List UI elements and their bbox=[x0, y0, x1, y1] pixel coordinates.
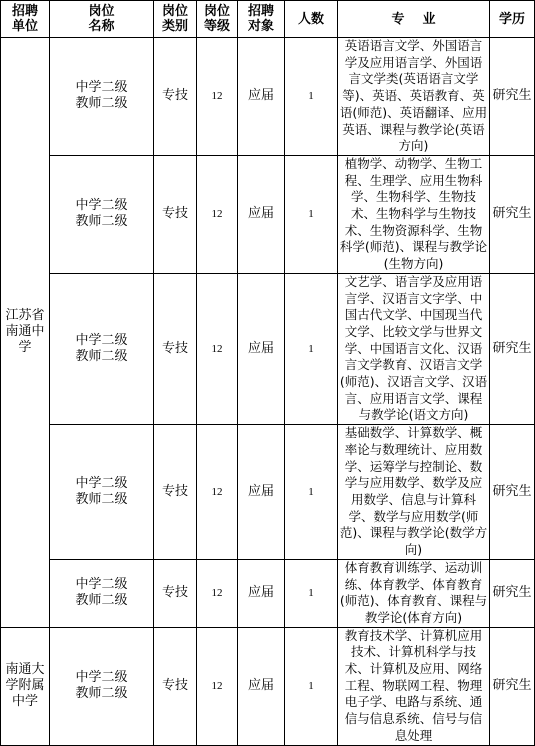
header-degree: 学历 bbox=[490, 1, 535, 38]
position-type-cell: 专技 bbox=[154, 273, 197, 424]
position-name-cell bbox=[50, 155, 154, 273]
position-name-cell bbox=[50, 38, 154, 156]
header-position-type bbox=[154, 1, 197, 38]
header-unit bbox=[1, 1, 50, 38]
position-line1: 中学二级 bbox=[75, 198, 128, 214]
position-name-cell bbox=[50, 273, 154, 424]
table-row bbox=[1, 155, 535, 273]
major-cell: 基础数学、计算数学、概率论与数理统计、应用数学、运筹学与控制论、数学与应用数学、数学及应用数学、信息与计算科学、数学与应用数学(师范)、课程与教学论(数学方向) bbox=[338, 425, 490, 560]
degree-cell: 研究生 bbox=[490, 38, 535, 156]
degree-cell: 研究生 bbox=[490, 273, 535, 424]
header-row bbox=[1, 1, 535, 38]
header-unit-line2: 单位 bbox=[11, 19, 38, 34]
target-cell: 应届 bbox=[238, 425, 285, 560]
target-cell: 应届 bbox=[238, 559, 285, 627]
position-line2: 教师二级 bbox=[75, 96, 128, 112]
unit-cell: 江苏省南通中学 bbox=[1, 38, 50, 628]
target-cell: 应届 bbox=[238, 627, 285, 745]
count-cell: 1 bbox=[285, 559, 338, 627]
position-level-cell: 12 bbox=[197, 559, 238, 627]
unit-cell: 南通大学附属中学 bbox=[1, 627, 50, 745]
count-cell: 1 bbox=[285, 273, 338, 424]
position-line2: 教师二级 bbox=[75, 491, 128, 507]
header-position-level-line2: 等级 bbox=[203, 19, 230, 34]
position-level-cell: 12 bbox=[197, 425, 238, 560]
header-count: 人数 bbox=[285, 1, 338, 38]
header-unit-line1: 招聘 bbox=[11, 4, 38, 19]
major-cell: 英语语言文学、外国语言学及应用语言学、外国语言文学类(英语语言文学等)、英语、英语教育、英语(师范)、英语翻译、应用英语、课程与教学论(英语方向) bbox=[338, 38, 490, 156]
header-position-level bbox=[197, 1, 238, 38]
target-cell: 应届 bbox=[238, 273, 285, 424]
position-line1: 中学二级 bbox=[75, 80, 128, 96]
count-cell: 1 bbox=[285, 627, 338, 745]
table-row bbox=[1, 627, 535, 745]
header-target-line1: 招聘 bbox=[247, 4, 274, 19]
position-line2: 教师二级 bbox=[75, 593, 128, 609]
count-cell: 1 bbox=[285, 425, 338, 560]
position-line1: 中学二级 bbox=[75, 475, 128, 491]
position-name-cell bbox=[50, 425, 154, 560]
count-cell: 1 bbox=[285, 38, 338, 156]
position-level-cell: 12 bbox=[197, 273, 238, 424]
count-cell: 1 bbox=[285, 155, 338, 273]
major-cell: 文艺学、语言学及应用语言学、汉语言文字学、中国古代文学、中国现当代文学、比较文学与世界文学、中国语言文化、汉语言文学教育、汉语言文学(师范)、汉语言文学、汉语言、应用语言文学、课程与教学论(语文方向) bbox=[338, 273, 490, 424]
degree-cell: 研究生 bbox=[490, 425, 535, 560]
major-cell: 体育教育训练学、运动训练、体育教学、体育教育(师范)、体育教育、课程与教学论(体育方向) bbox=[338, 559, 490, 627]
degree-cell: 研究生 bbox=[490, 155, 535, 273]
table-row bbox=[1, 559, 535, 627]
position-name-cell bbox=[50, 627, 154, 745]
target-cell: 应届 bbox=[238, 38, 285, 156]
degree-cell: 研究生 bbox=[490, 627, 535, 745]
position-line1: 中学二级 bbox=[75, 670, 128, 686]
position-type-cell: 专技 bbox=[154, 627, 197, 745]
table-row bbox=[1, 273, 535, 424]
position-type-cell: 专技 bbox=[154, 38, 197, 156]
table-row bbox=[1, 425, 535, 560]
header-position-type-line1: 岗位 bbox=[161, 4, 188, 19]
position-type-cell: 专技 bbox=[154, 559, 197, 627]
header-position-name-line1: 岗位 bbox=[88, 4, 115, 19]
header-position-name bbox=[50, 1, 154, 38]
position-line2: 教师二级 bbox=[75, 349, 128, 364]
target-cell: 应届 bbox=[238, 155, 285, 273]
major-cell: 教育技术学、计算机应用技术、计算机科学与技术、计算机及应用、网络工程、物联网工程、物理电子学、电路与系统、通信与信息系统、信号与信息处理 bbox=[338, 627, 490, 745]
header-position-level-line1: 岗位 bbox=[203, 4, 230, 19]
position-line1: 中学二级 bbox=[75, 577, 128, 593]
header-position-type-line2: 类别 bbox=[161, 19, 188, 34]
position-type-cell: 专技 bbox=[154, 425, 197, 560]
position-level-cell: 12 bbox=[197, 627, 238, 745]
position-line1: 中学二级 bbox=[75, 333, 128, 348]
position-type-cell: 专技 bbox=[154, 155, 197, 273]
header-target bbox=[238, 1, 285, 38]
position-name-cell bbox=[50, 559, 154, 627]
position-level-cell: 12 bbox=[197, 38, 238, 156]
header-major: 专 业 bbox=[338, 1, 490, 38]
degree-cell: 研究生 bbox=[490, 559, 535, 627]
position-line2: 教师二级 bbox=[75, 214, 128, 230]
position-level-cell: 12 bbox=[197, 155, 238, 273]
table-row bbox=[1, 38, 535, 156]
position-line2: 教师二级 bbox=[75, 686, 128, 702]
major-cell: 植物学、动物学、生物工程、生理学、应用生物科学、生物科学、生物技术、生物科学与生物技术、生物资源科学、生物科学(师范)、课程与教学论(生物方向) bbox=[338, 155, 490, 273]
header-target-line2: 对象 bbox=[247, 19, 274, 34]
header-position-name-line2: 名称 bbox=[88, 19, 115, 34]
